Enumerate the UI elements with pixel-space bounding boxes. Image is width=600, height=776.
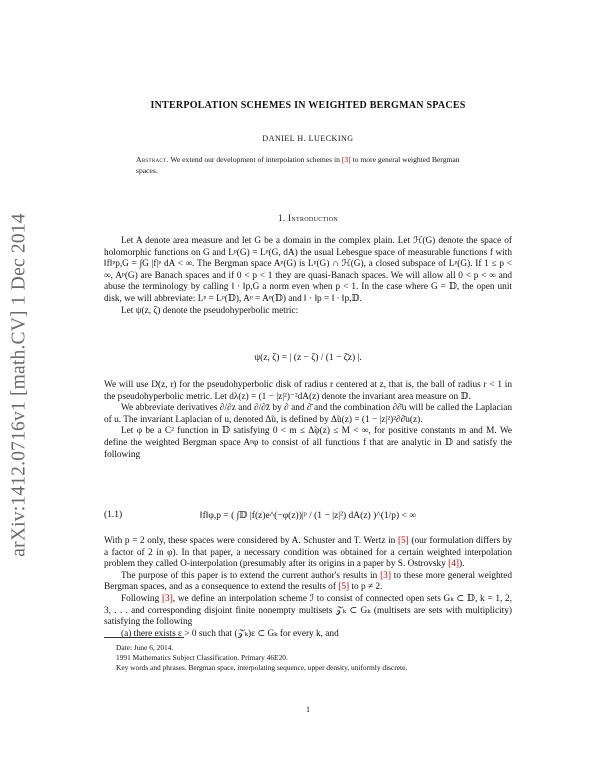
citation-link[interactable]: [3]	[341, 155, 351, 164]
paper-title: INTERPOLATION SCHEMES IN WEIGHTED BERGMAN SPACES	[150, 100, 466, 111]
paragraph-5: Let φ be a C² function in 𝔻 satisfying 0 < m ≤ Δ̃φ(z) ≤ M < ∞, for positive constants m and M. We define the weighted Bergman space Aᵖφ to consist of all functions f that are analytic in 𝔻 and satisfy the following	[104, 426, 512, 460]
paragraph-2: Let ψ(z, ζ) denote the pseudohyperbolic metric:	[121, 305, 299, 316]
paragraph-6: With p = 2 only, these spaces were considered by A. Schuster and T. Wertz in [5] (our formulation differs by a factor of 2 in φ). In that paper, a necessary condition was obtained for a certain weighted interpolation problem they called O-interpolation (presumably after its origins in a paper by S. Ostrovsky [4]).	[104, 536, 513, 570]
paragraph-3: We will use D(z, r) for the pseudohyperbolic disk of radius r centered at z, that is, the ball of radius r < 1 in the pseudohyperbolic metric. Let dλ(z) = (1 − |z|²)⁻²dA(z) denote the invariant area measure on 𝔻.	[104, 380, 512, 402]
footnotes	[104, 643, 512, 674]
abstract-label: Abstract.	[136, 155, 169, 164]
abstract-text-a: We extend our development of interpolation schemes in	[168, 155, 342, 164]
citation-link[interactable]: [3]	[380, 570, 391, 581]
list-item-a: (a) there exists ε > 0 such that (𝒵ₖ)ε ⊂ Gₖ for every k, and	[121, 628, 339, 639]
citation-link[interactable]: [3]	[161, 593, 173, 604]
arxiv-stamp	[2, 190, 38, 580]
footnote-msc: 1991 Mathematics Subject Classification. Primary 46E20.	[116, 653, 288, 663]
citation-link[interactable]: [5]	[397, 536, 409, 546]
section-heading: 1. Introduction	[277, 213, 339, 223]
page-number: 1	[306, 705, 310, 714]
footnote-divider	[104, 637, 184, 638]
paper-author: DANIEL H. LUECKING	[262, 134, 354, 143]
body-text-2	[104, 380, 512, 461]
citation-link[interactable]: [5]	[338, 582, 350, 593]
paragraph-1: Let A denote area measure and let G be a domain in the complex plain. Let ℋ(G) denote the space of holomorphic functions on G and Lᵖ(G) = Lᵖ(G, dA) the usual Lebesgue space of measurable functions f with ‖f‖ᵖp,G = ∫G |f|ᵖ dA < ∞. The Bergman space Aᵖ(G) is Lᵖ(G) ∩ ℋ(G), a closed subspace of Lᵖ(G). If 1 ≤ p < ∞, Aᵖ(G) are Banach spaces and if 0 < p < 1 they are quasi-Banach spaces. We will allow all 0 < p < ∞ and abuse the terminology by calling ‖ · ‖p,G a norm even when p < 1. In the case where G = 𝔻, the open unit disk, we will abbreviate: Lᵖ = Lᵖ(𝔻), Aᵖ = Aᵖ(𝔻) and ‖ · ‖p = ‖ · ‖p,𝔻.	[104, 236, 512, 304]
footnote-keywords: Key words and phrases. Bergman space, interpolating sequence, upper density, uniformly discrete.	[116, 663, 408, 673]
equation-norm-text: ‖f‖φ,p = ( ∫𝔻 |f(z)e^(−φ(z))|ᵖ / (1 − |z|²) dA(z) )^(1/p) < ∞	[199, 511, 417, 521]
equation-number: (1.1)	[104, 510, 123, 520]
arxiv-stamp-text: arXiv:1412.0716v1 [math.CV] 1 Dec 2014	[9, 213, 31, 557]
body-text-1	[104, 236, 512, 317]
abstract	[136, 154, 480, 176]
paragraph-4: We abbreviate derivatives ∂/∂z and ∂/∂z̄ by ∂ and ∂̄ and the combination ∂∂̄u will be called the Laplacian of u. The invariant Laplacian of u, denoted Δ̃u, is defined by Δ̃u(z) = (1 − |z|²)²∂∂̄u(z).	[104, 403, 512, 425]
paragraph-8: Following [3], we define an interpolation scheme ℐ to consist of connected open sets Gₖ ⊂ 𝔻, k = 1, 2, 3, . . . and corresponding disjoint finite nonempty multisets 𝒵ₖ ⊂ Gₖ (multisets are sets with multiplicity) satisfying the following	[104, 593, 512, 628]
abstract-text-b: to more general weighted Bergman spaces.	[136, 155, 460, 175]
paragraph-7: The purpose of this paper is to extend the current author's results in [3] to these more general weighted Bergman spaces, and as a consequence to extend the results of [5] to p ≠ 2.	[104, 570, 512, 593]
body-text-3	[104, 536, 512, 640]
citation-link[interactable]: [4]	[448, 559, 460, 570]
equation-psi-text: ψ(z, ζ) = | (z − ζ) / (1 − ζ̄z) |.	[254, 353, 362, 363]
footnote-date: Date: June 6, 2014.	[116, 643, 174, 652]
